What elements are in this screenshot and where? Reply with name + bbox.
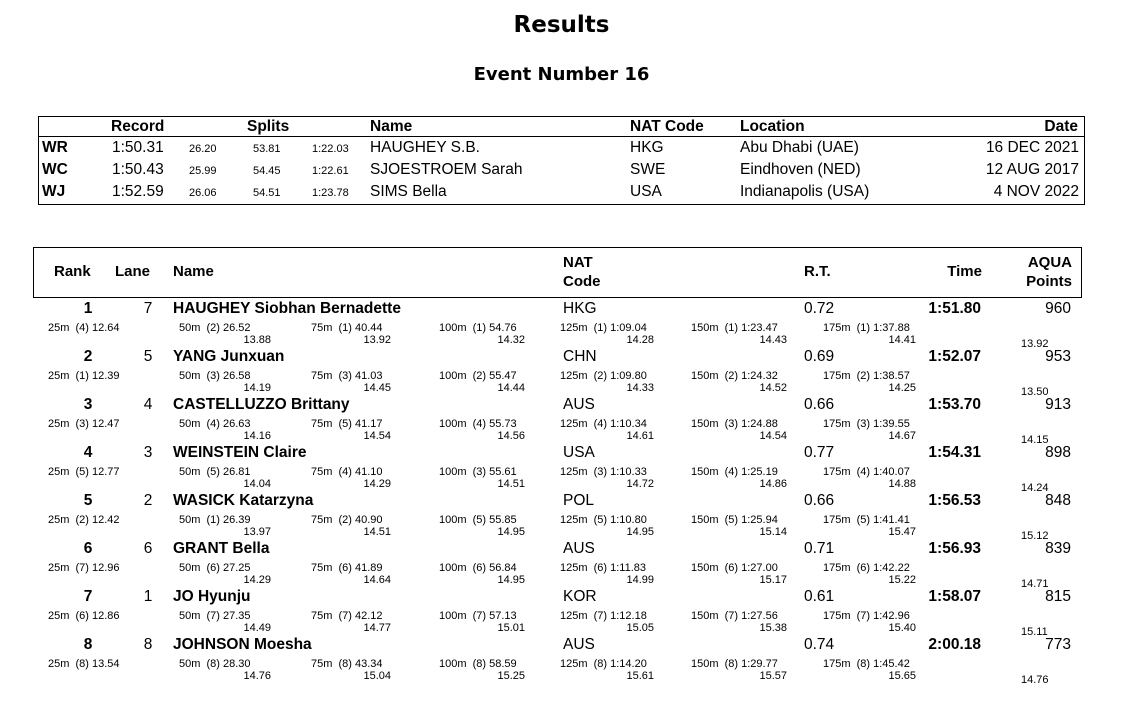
split-lap: 15.47 [888,526,916,538]
split-cumulative: 25m (8) 13.54 [48,658,120,670]
split-lap: 14.64 [363,574,391,586]
split-cumulative: 75m (1) 40.44 [311,322,383,334]
split-lap: 13.92 [363,334,391,346]
split-cumulative: 100m (1) 54.76 [439,322,517,334]
split-cumulative: 75m (4) 41.10 [311,466,383,478]
result-rank: 2 [83,348,93,365]
split-cumulative: 125m (6) 1:11.83 [560,562,647,574]
records-col-nat: NAT Code [630,118,704,135]
split-cumulative: 25m (5) 12.77 [48,466,120,478]
record-split: 25.99 [189,165,217,177]
split-lap: 14.19 [243,382,271,394]
split-final-lap: 13.50 [1021,386,1049,398]
result-final-time: 1:54.31 [928,444,981,461]
split-cumulative: 125m (3) 1:10.33 [560,466,647,478]
record-date: 12 AUG 2017 [985,161,1079,178]
result-rank: 6 [83,540,93,557]
result-rank: 5 [83,492,93,509]
split-cumulative: 100m (2) 55.47 [439,370,517,382]
split-lap: 14.29 [363,478,391,490]
results-header [33,247,1082,298]
split-cumulative: 25m (7) 12.96 [48,562,120,574]
page-title: Results [513,12,610,38]
split-cumulative: 125m (2) 1:09.80 [560,370,647,382]
record-type: WJ [42,183,66,200]
result-lane: 3 [143,444,153,461]
split-lap: 14.29 [243,574,271,586]
result-nat-code: USA [563,444,595,461]
split-cumulative: 150m (4) 1:25.19 [691,466,778,478]
split-cumulative: 50m (1) 26.39 [179,514,251,526]
split-final-lap: 13.92 [1021,338,1049,350]
result-aqua-points: 773 [1045,636,1071,653]
split-cumulative: 50m (3) 26.58 [179,370,251,382]
result-nat-code: KOR [563,588,597,605]
result-lane: 5 [143,348,153,365]
split-lap: 15.04 [363,670,391,682]
result-swimmer-name: WEINSTEIN Claire [173,444,307,461]
split-lap: 15.22 [888,574,916,586]
result-reaction-time: 0.77 [804,444,835,461]
split-lap: 13.88 [243,334,271,346]
split-cumulative: 75m (6) 41.89 [311,562,383,574]
result-final-time: 1:56.53 [928,492,981,509]
record-location: Eindhoven (NED) [740,161,861,178]
split-cumulative: 100m (7) 57.13 [439,610,517,622]
result-lane: 2 [143,492,153,509]
split-lap: 14.25 [888,382,916,394]
split-final-lap: 14.71 [1021,578,1049,590]
record-split: 1:22.61 [312,165,349,177]
record-nat-code: USA [630,183,662,200]
result-final-time: 2:00.18 [928,636,981,653]
split-lap: 14.95 [497,526,525,538]
result-swimmer-name: JOHNSON Moesha [173,636,312,653]
result-nat-code: AUS [563,636,595,653]
split-lap: 15.17 [759,574,787,586]
result-aqua-points: 913 [1045,396,1071,413]
result-reaction-time: 0.69 [804,348,835,365]
results-col-rt: R.T. [804,263,831,280]
result-lane: 6 [143,540,153,557]
split-cumulative: 50m (5) 26.81 [179,466,251,478]
record-split: 26.06 [189,187,217,199]
split-lap: 14.95 [497,574,525,586]
split-cumulative: 175m (2) 1:38.57 [823,370,910,382]
result-lane: 4 [143,396,153,413]
split-cumulative: 75m (8) 43.34 [311,658,383,670]
record-split: 54.45 [253,165,281,177]
split-cumulative: 75m (2) 40.90 [311,514,383,526]
result-final-time: 1:51.80 [928,300,981,317]
records-header [39,117,1084,137]
split-cumulative: 175m (1) 1:37.88 [823,322,910,334]
record-time: 1:50.31 [112,139,164,156]
split-cumulative: 175m (4) 1:40.07 [823,466,910,478]
record-split: 26.20 [189,143,217,155]
result-rank: 8 [83,636,93,653]
record-date: 16 DEC 2021 [985,139,1079,156]
record-type: WR [42,139,68,156]
split-lap: 14.76 [243,670,271,682]
split-lap: 14.52 [759,382,787,394]
record-time: 1:52.59 [112,183,164,200]
result-rank: 7 [83,588,93,605]
split-lap: 14.54 [759,430,787,442]
split-lap: 15.38 [759,622,787,634]
split-cumulative: 150m (3) 1:24.88 [691,418,778,430]
result-lane: 8 [143,636,153,653]
record-time: 1:50.43 [112,161,164,178]
results-col-name: Name [173,263,214,280]
split-final-lap: 14.76 [1021,674,1049,686]
split-lap: 13.97 [243,526,271,538]
record-holder-name: SIMS Bella [370,183,447,200]
results-col-time: Time [947,263,982,280]
split-final-lap: 14.15 [1021,434,1049,446]
split-lap: 14.99 [626,574,654,586]
result-nat-code: AUS [563,540,595,557]
split-lap: 14.49 [243,622,271,634]
split-lap: 15.57 [759,670,787,682]
split-cumulative: 150m (8) 1:29.77 [691,658,778,670]
split-cumulative: 25m (1) 12.39 [48,370,120,382]
records-col-record: Record [111,118,165,135]
split-lap: 15.65 [888,670,916,682]
split-cumulative: 150m (6) 1:27.00 [691,562,778,574]
record-holder-name: SJOESTROEM Sarah [370,161,523,178]
result-swimmer-name: JO Hyunju [173,588,251,605]
record-nat-code: HKG [630,139,664,156]
split-cumulative: 50m (7) 27.35 [179,610,251,622]
split-lap: 14.51 [497,478,525,490]
split-cumulative: 25m (3) 12.47 [48,418,120,430]
records-table [38,116,1085,205]
result-swimmer-name: CASTELLUZZO Brittany [173,396,350,413]
split-lap: 15.01 [497,622,525,634]
split-cumulative: 100m (5) 55.85 [439,514,517,526]
split-lap: 14.61 [626,430,654,442]
records-col-splits: Splits [247,118,290,135]
split-cumulative: 100m (3) 55.61 [439,466,517,478]
record-holder-name: HAUGHEY S.B. [370,139,480,156]
result-aqua-points: 960 [1045,300,1071,317]
result-aqua-points: 839 [1045,540,1071,557]
event-title: Event Number 16 [473,64,650,85]
split-cumulative: 25m (2) 12.42 [48,514,120,526]
split-final-lap: 14.24 [1021,482,1049,494]
result-final-time: 1:52.07 [928,348,981,365]
result-swimmer-name: GRANT Bella [173,540,270,557]
results-col-lane: Lane [115,263,151,280]
split-cumulative: 25m (6) 12.86 [48,610,120,622]
record-location: Abu Dhabi (UAE) [740,139,859,156]
split-final-lap: 15.11 [1021,626,1048,638]
result-nat-code: POL [563,492,595,509]
record-split: 54.51 [253,187,281,199]
result-lane: 7 [143,300,153,317]
records-col-date: Date [1044,118,1078,135]
result-nat-code: CHN [563,348,597,365]
split-cumulative: 175m (5) 1:41.41 [823,514,910,526]
split-lap: 14.43 [759,334,787,346]
result-aqua-points: 848 [1045,492,1071,509]
result-rank: 1 [83,300,93,317]
split-cumulative: 125m (5) 1:10.80 [560,514,647,526]
result-reaction-time: 0.74 [804,636,835,653]
split-lap: 14.51 [363,526,391,538]
result-reaction-time: 0.61 [804,588,835,605]
split-cumulative: 150m (5) 1:25.94 [691,514,778,526]
split-cumulative: 75m (3) 41.03 [311,370,383,382]
split-lap: 14.33 [626,382,654,394]
result-swimmer-name: WASICK Katarzyna [173,492,314,509]
split-cumulative: 150m (1) 1:23.47 [691,322,778,334]
result-aqua-points: 815 [1045,588,1071,605]
record-split: 1:23.78 [312,187,349,199]
split-lap: 15.05 [626,622,654,634]
record-type: WC [42,161,68,178]
split-lap: 14.67 [888,430,916,442]
split-lap: 14.16 [243,430,271,442]
split-cumulative: 150m (7) 1:27.56 [691,610,778,622]
result-nat-code: HKG [563,300,597,317]
split-lap: 14.54 [363,430,391,442]
split-cumulative: 50m (4) 26.63 [179,418,251,430]
result-final-time: 1:58.07 [928,588,981,605]
result-final-time: 1:56.93 [928,540,981,557]
split-cumulative: 175m (6) 1:42.22 [823,562,910,574]
split-cumulative: 100m (4) 55.73 [439,418,517,430]
record-nat-code: SWE [630,161,666,178]
results-col-nat-line1: NAT [563,254,593,271]
split-cumulative: 125m (7) 1:12.18 [560,610,647,622]
result-final-time: 1:53.70 [928,396,981,413]
record-split: 1:22.03 [312,143,349,155]
split-cumulative: 175m (8) 1:45.42 [823,658,910,670]
split-lap: 15.61 [626,670,654,682]
split-lap: 14.32 [497,334,525,346]
split-lap: 14.04 [243,478,271,490]
split-cumulative: 75m (7) 42.12 [311,610,383,622]
split-lap: 14.77 [363,622,391,634]
result-reaction-time: 0.71 [804,540,835,557]
split-lap: 14.56 [497,430,525,442]
records-col-location: Location [740,118,805,135]
result-reaction-time: 0.66 [804,396,835,413]
split-cumulative: 50m (8) 28.30 [179,658,251,670]
result-swimmer-name: YANG Junxuan [173,348,285,365]
results-col-rank: Rank [54,263,91,280]
split-cumulative: 125m (4) 1:10.34 [560,418,647,430]
result-nat-code: AUS [563,396,595,413]
result-reaction-time: 0.66 [804,492,835,509]
split-cumulative: 175m (7) 1:42.96 [823,610,910,622]
record-split: 53.81 [253,143,281,155]
split-lap: 15.14 [759,526,787,538]
split-lap: 15.40 [888,622,916,634]
result-swimmer-name: HAUGHEY Siobhan Bernadette [173,300,401,317]
split-lap: 14.95 [626,526,654,538]
result-reaction-time: 0.72 [804,300,835,317]
split-cumulative: 50m (6) 27.25 [179,562,251,574]
split-cumulative: 175m (3) 1:39.55 [823,418,910,430]
results-col-points-line1: AQUA [1027,254,1072,271]
split-lap: 14.28 [626,334,654,346]
result-rank: 3 [83,396,93,413]
split-cumulative: 125m (8) 1:14.20 [560,658,647,670]
split-cumulative: 125m (1) 1:09.04 [560,322,647,334]
record-location: Indianapolis (USA) [740,183,870,200]
split-lap: 15.25 [497,670,525,682]
split-lap: 14.72 [626,478,654,490]
record-date: 4 NOV 2022 [993,183,1079,200]
result-lane: 1 [143,588,153,605]
split-cumulative: 150m (2) 1:24.32 [691,370,778,382]
records-col-name: Name [370,118,413,135]
split-lap: 14.45 [363,382,391,394]
result-rank: 4 [83,444,93,461]
split-cumulative: 75m (5) 41.17 [311,418,383,430]
split-lap: 14.41 [888,334,916,346]
results-col-points-line2: Points [1026,273,1072,290]
split-cumulative: 25m (4) 12.64 [48,322,120,334]
split-cumulative: 100m (8) 58.59 [439,658,517,670]
split-lap: 14.86 [759,478,787,490]
split-lap: 14.88 [888,478,916,490]
results-col-nat-line2: Code [563,273,601,290]
split-final-lap: 15.12 [1021,530,1049,542]
split-lap: 14.44 [497,382,525,394]
result-aqua-points: 898 [1045,444,1071,461]
split-cumulative: 100m (6) 56.84 [439,562,517,574]
result-aqua-points: 953 [1045,348,1071,365]
split-cumulative: 50m (2) 26.52 [179,322,251,334]
